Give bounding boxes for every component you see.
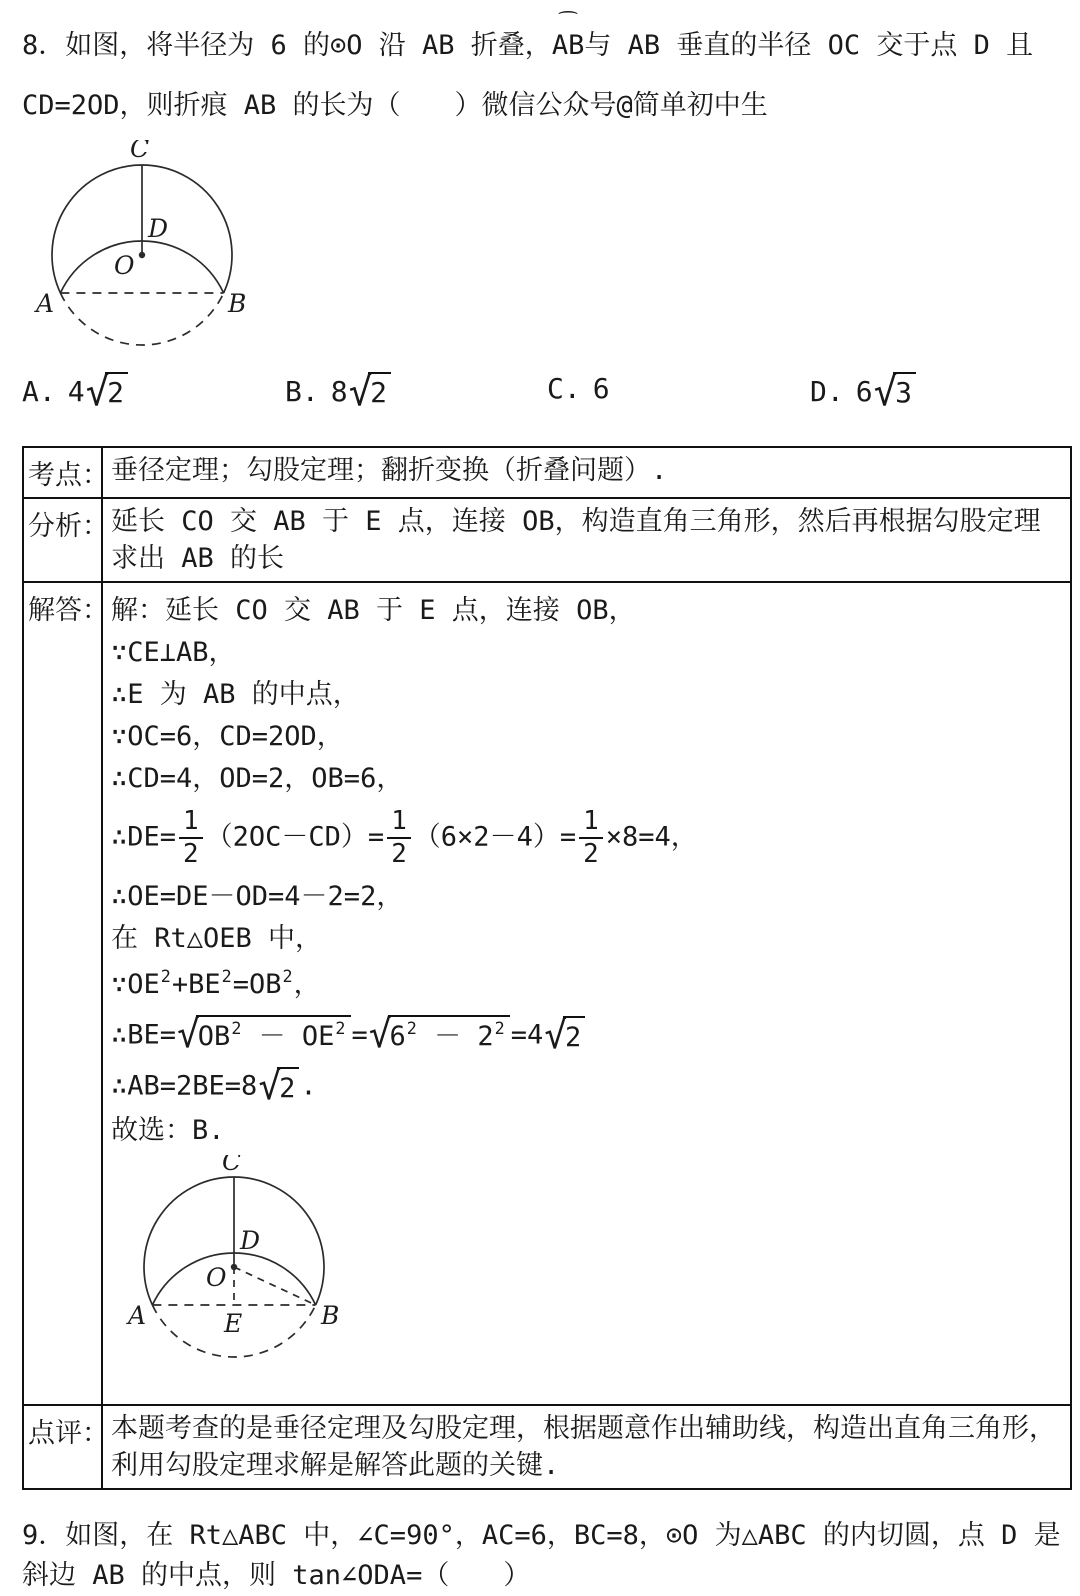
solution-line-radical: ∴BE= √ $OB^2 - OE^2$ = √ $6^2 - 2^2$ =4 √ 2 [111,1015,1064,1057]
solution-line-fraction: ∴DE= $\frac{1}{2}$ （2OC－CD）= $\frac{1}{2}$ （6×2－4）= $\frac{1}{2}$ ×8=4， [111,806,698,870]
figure-solution [119,1155,364,1390]
label-o: O [114,251,135,280]
table-row-fenxi [23,498,1071,582]
row-content-dianping: 本题考查的是垂径定理及勾股定理，根据题意作出辅助线，构造出直角三角形，利用勾股定理求解是解答此题的关键. [102,1405,1071,1489]
solution-line: ∴CD=4，OD=2，OB=6， [111,763,404,794]
solution-table [22,446,1072,1490]
problem9-statement: 9．如图，在 Rt△ABC 中，∠C=90°，AC=6，BC=8，⊙O 为△ABC 的内切圆，点 D 是斜边 AB 的中点，则 tan∠ODA=（ ） [22,1520,1061,1592]
problem8-statement: 8．如图，将半径为 6 的⊙O 沿 AB 折叠， ⌢ AB与 AB 垂直的半径 OC 交于点 D 且 CD=2OD，则折痕 AB 的长为（ ）微信公众号@简单初中生 [22,1,1034,121]
solution-line: ∴OE=DE－OD=4－2=2， [111,881,404,913]
figure2-wrapper [119,1155,1064,1400]
label-d: D [148,214,169,243]
label-a: A [128,1301,147,1331]
option-d-value: 6 √ 3 [856,375,917,408]
option-b [285,372,392,413]
option-c-value: 6 [592,372,610,405]
option-c-label: C. [547,372,581,405]
label-e: E [224,1309,243,1339]
solution-line-choice: 故选：B. [111,1115,225,1147]
row-label-dianping: 点评： [23,1405,102,1489]
label-o: O [206,1263,227,1293]
option-b-value: 8 √ 2 [331,375,392,408]
row-content-kaodian: 垂径定理；勾股定理；翻折变换（折叠问题）. [102,447,1071,498]
solution-line: 在 Rt△OEB 中， [111,923,323,955]
figure1-wrapper [30,140,1064,364]
label-a: A [36,289,55,318]
solution-line-answer: ∴AB=2BE=8 √ 2 . [111,1064,317,1109]
row-label-jieda: 解答： [23,582,102,1405]
option-c [547,372,610,405]
option-a-label: A. [22,374,56,408]
row-label-fenxi: 分析： [23,498,102,582]
table-row-kaodian [23,447,1071,498]
center-dot [139,252,145,258]
option-a [22,372,129,413]
label-c: C [222,1155,242,1177]
solution-line-squares: $\because OE^2+BE^2=OB^2$， [111,966,321,1001]
circle-lower-arc-dashed [60,293,223,345]
table-row-dianping [23,1405,1071,1489]
label-c: C [130,140,150,163]
figure-problem8 [30,140,265,360]
option-b-label: B. [285,374,319,408]
solution-line: ∵CE⊥AB， [111,637,236,668]
label-d: D [240,1226,261,1256]
option-d-label: D. [810,374,844,408]
options-row [22,366,1064,418]
row-label-kaodian: 考点： [23,447,102,498]
row-content-jieda [102,582,1071,1405]
solution-line: ∵OC=6，CD=2OD， [111,721,344,752]
solution-line: 解：延长 CO 交 AB 于 E 点，连接 OB， [111,595,636,626]
solution-line: ∴E 为 AB 的中点， [111,679,360,710]
option-a-value: 4 √ 2 [68,375,129,408]
label-b: B [321,1301,340,1331]
row-content-fenxi: 延长 CO 交 AB 于 E 点，连接 OB，构造直角三角形，然后再根据勾股定理求出 AB 的长 [102,498,1071,582]
center-dot [231,1264,237,1270]
label-b: B [228,289,247,318]
option-d [810,372,917,413]
table-row-jieda [23,582,1071,1405]
